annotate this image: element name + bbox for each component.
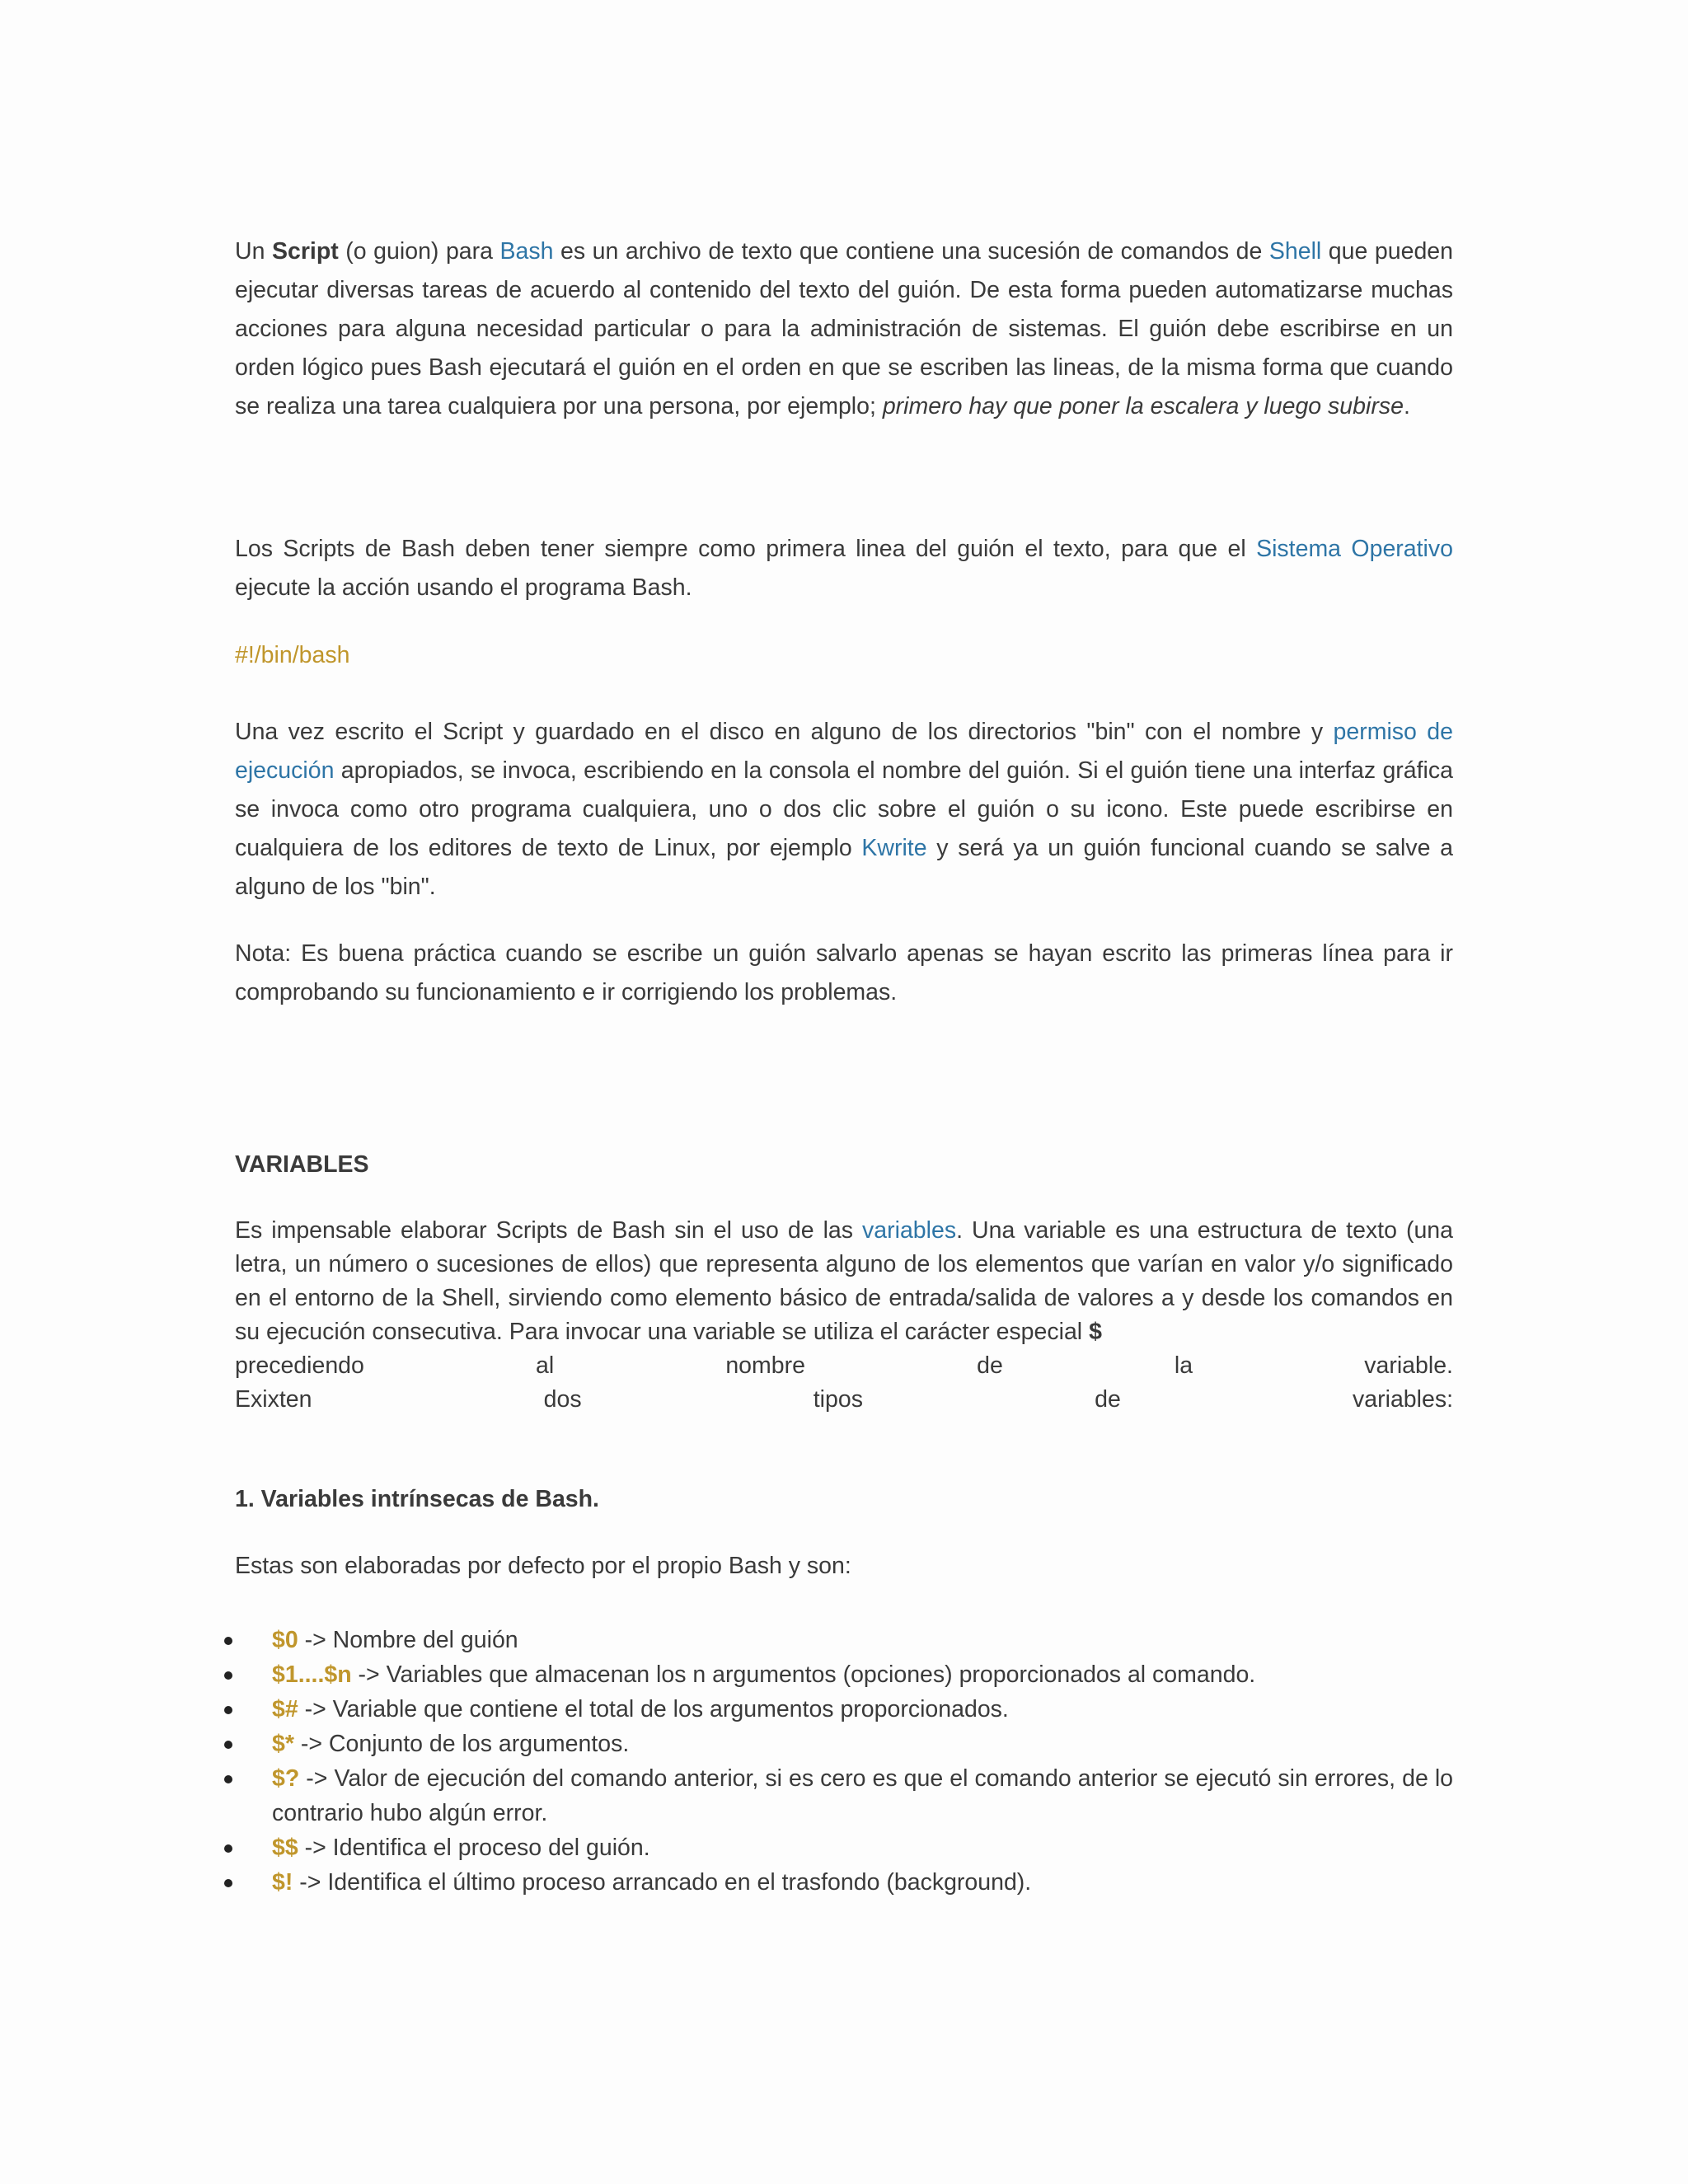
text: es un archivo de texto que contiene una sucesión de comandos de	[553, 238, 1269, 265]
text: Un	[235, 238, 272, 265]
variable-description: -> Nombre del guión	[298, 1627, 518, 1653]
text: Los Scripts de Bash deben tener siempre como primera linea del guión el texto, para que el	[235, 536, 1257, 562]
shell-link[interactable]: Shell	[1268, 238, 1322, 265]
dollar-symbol: $	[1089, 1319, 1102, 1345]
usage-paragraph	[235, 713, 1453, 907]
variable-description: -> Identifica el último proceso arrancado en el trasfondo (background).	[293, 1869, 1032, 1896]
kwrite-link[interactable]: Kwrite	[861, 835, 927, 861]
variable-code: $?	[272, 1765, 300, 1792]
variable-code: $*	[272, 1731, 294, 1757]
bullet-icon	[224, 1844, 232, 1853]
word: tipos	[813, 1386, 863, 1413]
bullet-icon	[224, 1741, 232, 1749]
variable-code: $!	[272, 1869, 293, 1896]
variable-code: $0	[272, 1627, 298, 1653]
word: variable.	[1364, 1352, 1453, 1379]
permiso-ejecucion-link[interactable]: permiso de ejecución	[235, 719, 1453, 784]
variables-heading: VARIABLES	[235, 1151, 369, 1178]
bash-link[interactable]: Bash	[499, 238, 554, 265]
word: al	[536, 1352, 555, 1379]
word: dos	[543, 1386, 582, 1413]
variable-description: -> Identifica el proceso del guión.	[298, 1835, 650, 1861]
text: . Una variable es una estructura de texto (una letra, un número o sucesiones de ellos) que representa alguno de los elementos que varían en valor y/o significado en el entorno de la Shell, sirviendo como elemento básico de entrada/salida de valores a y desde los comandos en su ejecución consecutiva. Para invocar una variable se utiliza el carácter especial	[235, 1217, 1453, 1345]
spread-line-1	[235, 1349, 1453, 1383]
intrinsic-variables-list	[235, 1623, 1453, 1900]
text: ejecute la acción usando el programa Bash.	[235, 574, 692, 601]
shebang-code: #!/bin/bash	[235, 642, 350, 668]
example-italic: primero hay que poner la escalera y luego subirse	[882, 393, 1404, 419]
variable-code: $1....$n	[272, 1661, 352, 1688]
note-paragraph: Nota: Es buena práctica cuando se escribe un guión salvarlo apenas se hayan escrito las primeras línea para ir comprobando su funcionamiento e ir corrigiendo los problemas.	[235, 940, 1453, 1005]
bullet-icon	[224, 1671, 232, 1680]
variable-code: $#	[272, 1696, 298, 1722]
variable-description: -> Valor de ejecución del comando anterior, si es cero es que el comando anterior se ejecutó sin errores, de lo contrario hubo algún error.	[272, 1765, 1453, 1826]
shebang-paragraph	[235, 530, 1453, 607]
variables-paragraph	[235, 1214, 1453, 1417]
text: que pueden ejecutar diversas tareas de acuerdo al contenido del texto del guión. De esta forma pueden automatizarse muchas acciones para alguna necesidad particular o para la administración de sistemas. El guión debe escribirse en un orden lógico pues Bash ejecutará el guión en el orden en que se escriben las lineas, de la misma forma que cuando se realiza una tarea cualquiera por una persona, por ejemplo;	[235, 238, 1453, 419]
word: variables:	[1353, 1386, 1453, 1413]
text: y será ya un guión funcional cuando se salve a alguno de los "bin".	[235, 835, 1453, 900]
variable-code: $$	[272, 1835, 298, 1861]
intrinsic-variables-heading: 1. Variables intrínsecas de Bash.	[235, 1486, 599, 1512]
word: nombre	[725, 1352, 805, 1379]
text: apropiados, se invoca, escribiendo en la consola el nombre del guión. Si el guión tiene una interfaz gráfica se invoca como otro programa cualquiera, uno o dos clic sobre el guión o su icono. Este puede escribirse en cualquiera de los editores de texto de Linux, por ejemplo	[235, 757, 1453, 861]
text: Es impensable elaborar Scripts de Bash sin el uso de las	[235, 1217, 863, 1244]
variable-description: -> Variables que almacenan los n argumentos (opciones) proporcionados al comando.	[351, 1661, 1256, 1688]
word: precediendo	[235, 1352, 364, 1379]
word: de	[1095, 1386, 1121, 1413]
list-item	[235, 1727, 1453, 1761]
word: de	[977, 1352, 1003, 1379]
word: Exixten	[235, 1386, 312, 1413]
bullet-icon	[224, 1637, 232, 1645]
variable-description: -> Conjunto de los argumentos.	[293, 1731, 630, 1757]
bullet-icon	[224, 1706, 232, 1714]
list-item	[235, 1830, 1453, 1865]
intro-paragraph	[235, 232, 1453, 426]
sistema-operativo-link[interactable]: Sistema Operativo	[1256, 536, 1453, 562]
spread-line-2	[235, 1383, 1453, 1417]
list-item	[235, 1623, 1453, 1657]
variable-description: -> Variable que contiene el total de los argumentos proporcionados.	[298, 1696, 1009, 1722]
script-term: Script	[271, 238, 339, 265]
variables-link[interactable]: variables	[862, 1217, 957, 1244]
list-item	[235, 1761, 1453, 1830]
intrinsic-intro: Estas son elaboradas por defecto por el propio Bash y son:	[235, 1553, 851, 1579]
text: Una vez escrito el Script y guardado en el disco en alguno de los directorios "bin" con el nombre y	[235, 719, 1334, 745]
variables-text	[235, 1214, 1453, 1349]
list-item	[235, 1657, 1453, 1692]
bullet-icon	[224, 1775, 232, 1783]
text: (o guion) para	[338, 238, 500, 265]
list-item	[235, 1692, 1453, 1727]
word: la	[1174, 1352, 1193, 1379]
list-item	[235, 1865, 1453, 1900]
text: .	[1403, 393, 1410, 419]
bullet-icon	[224, 1879, 232, 1887]
